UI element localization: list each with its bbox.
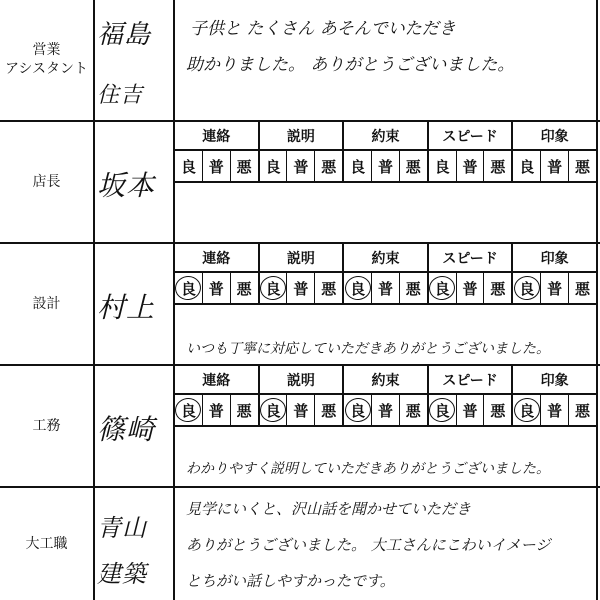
rating-cell: 良 (175, 273, 203, 303)
rating-cell: 普 (541, 395, 569, 425)
header-contact: 連絡 (175, 366, 260, 393)
rating-cell: 悪 (484, 273, 513, 303)
comment-line-1: いつも丁寧に対応していただきありがとうございました。 (186, 341, 550, 357)
signature-top: 福島 (97, 20, 152, 50)
rating-cell: 良 (344, 151, 372, 181)
rating-cell: 良 (344, 273, 372, 303)
signature: 坂本 (97, 169, 156, 202)
row-construction (0, 364, 600, 486)
rating-grid (175, 366, 596, 427)
rating-cell: 悪 (315, 151, 344, 181)
rating-cell: 普 (203, 273, 231, 303)
rating-cell: 良 (429, 151, 457, 181)
rating-cell: 普 (457, 273, 485, 303)
header-explanation: 説明 (260, 366, 345, 393)
rating-cell: 普 (372, 151, 400, 181)
rating-cell: 悪 (231, 273, 260, 303)
rating-cell: 普 (541, 273, 569, 303)
rating-cell: 普 (541, 151, 569, 181)
header-promise: 約束 (344, 122, 429, 149)
rating-cell: 良 (344, 395, 372, 425)
rating-cells (175, 273, 596, 305)
rating-cell: 良 (429, 273, 457, 303)
rating-cell: 普 (203, 151, 231, 181)
comment-line-3: とちがい話しやすかったです。 (186, 572, 395, 590)
rating-cell: 良 (175, 151, 203, 181)
comment-line-1: わかりやすく説明していただきありがとうございました。 (186, 461, 550, 477)
header-impression: 印象 (540, 128, 569, 145)
rating-cell: 悪 (231, 395, 260, 425)
role-label: 大工職 (25, 535, 68, 552)
role-label: 工務 (32, 417, 61, 434)
row-carpenter (0, 486, 600, 600)
signature: 村上 (97, 291, 156, 324)
rating-cell: 普 (457, 395, 485, 425)
rating-cell: 良 (513, 395, 541, 425)
rating-cell: 良 (260, 273, 288, 303)
header-impression: 印象 (540, 250, 569, 267)
rating-cell: 悪 (574, 279, 590, 298)
header-impression: 印象 (540, 372, 569, 389)
rating-cell: 悪 (484, 151, 513, 181)
comment-line-2: ありがとうございました。 大工さんにこわいイメージ (186, 536, 551, 554)
header-explanation: 説明 (260, 244, 345, 271)
rating-cell: 良 (429, 395, 457, 425)
rating-headers (175, 244, 596, 273)
header-explanation: 説明 (260, 122, 345, 149)
rating-headers (175, 122, 596, 151)
header-speed: スピード (429, 244, 514, 271)
row-store-manager (0, 120, 600, 242)
signature: 篠崎 (97, 413, 156, 446)
rating-cell: 良 (175, 395, 203, 425)
rating-cell: 普 (372, 273, 400, 303)
rating-cell: 良 (260, 151, 288, 181)
row-design (0, 242, 600, 364)
header-contact: 連絡 (175, 122, 260, 149)
rating-cell: 悪 (231, 151, 260, 181)
rating-grid (175, 122, 596, 183)
comment-line-1: 子供と たくさん あそんでいただき (190, 19, 456, 39)
rating-cell: 普 (372, 395, 400, 425)
rating-cell: 悪 (315, 273, 344, 303)
comment-line-1: 見学にいくと、沢山話を聞かせていただき (186, 500, 472, 518)
rating-cells (175, 151, 596, 183)
signature-top: 青山 (97, 514, 147, 542)
rating-cell: 悪 (400, 395, 429, 425)
rating-cell: 悪 (400, 273, 429, 303)
rating-cell: 悪 (315, 395, 344, 425)
rating-cell: 普 (287, 273, 315, 303)
header-speed: スピード (429, 122, 514, 149)
row-sales-assistant (0, 0, 600, 120)
rating-cells (175, 395, 596, 427)
rating-cell: 普 (287, 151, 315, 181)
role-label: 設計 (32, 295, 61, 312)
rating-cell: 普 (287, 395, 315, 425)
comment-line-2: 助かりました。 ありがとうございました。 (186, 55, 515, 75)
signature-bottom: 建築 (97, 560, 147, 588)
role-label: 店長 (32, 173, 61, 190)
signature-bottom: 住吉 (97, 83, 144, 108)
rating-cell: 普 (457, 151, 485, 181)
rating-cell: 悪 (484, 395, 513, 425)
rating-headers (175, 366, 596, 395)
rating-cell: 悪 (574, 401, 590, 420)
rating-cell: 悪 (574, 157, 590, 176)
header-contact: 連絡 (175, 244, 260, 271)
role-label: 営業 アシスタント (4, 42, 89, 77)
header-promise: 約束 (344, 244, 429, 271)
header-speed: スピード (429, 366, 514, 393)
rating-cell: 良 (260, 395, 288, 425)
rating-cell: 良 (513, 151, 541, 181)
rating-cell: 普 (203, 395, 231, 425)
rating-cell: 悪 (400, 151, 429, 181)
rating-grid (175, 244, 596, 305)
rating-cell: 良 (513, 273, 541, 303)
header-promise: 約束 (344, 366, 429, 393)
